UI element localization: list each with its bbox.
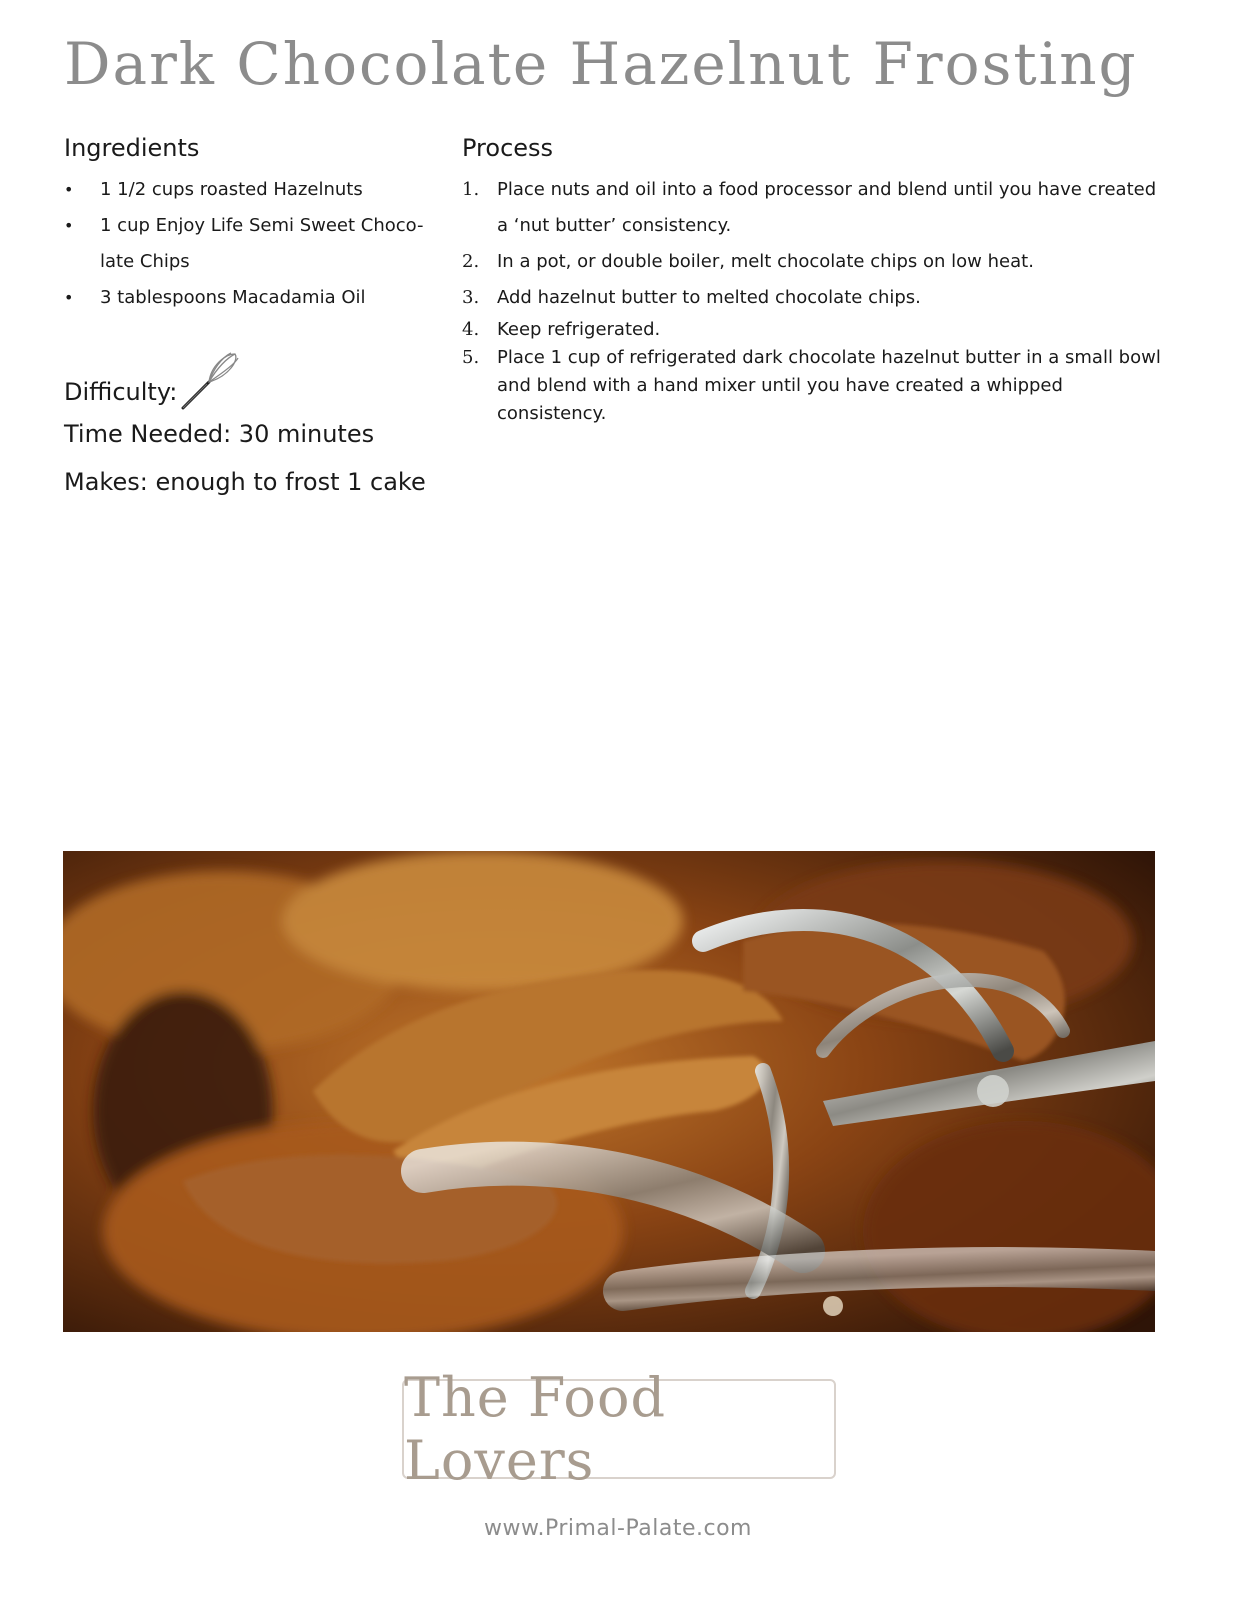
step-number: 2. — [462, 251, 480, 272]
list-item — [462, 172, 1162, 244]
time-needed: Time Needed: 30 minutes — [64, 420, 375, 448]
step-text: In a pot, or double boiler, melt chocolate chips on low heat. — [497, 251, 1034, 272]
list-item: • 1 cup Enjoy Life Semi Sweet Choco-late Chips — [64, 208, 444, 280]
step-text: Place 1 cup of refrigerated dark chocolate hazelnut butter in a small bowl and blend with a hand mixer until you have created a whipped consistency. — [497, 347, 1161, 424]
whisk-icon — [179, 350, 241, 412]
frosting-mixer-photo — [63, 851, 1155, 1332]
step-text: Keep refrigerated. — [497, 319, 661, 340]
food-lovers-logo — [402, 1366, 836, 1492]
step-number: 4. — [462, 319, 480, 340]
list-item — [462, 244, 1162, 280]
step-number: 1. — [462, 179, 480, 200]
process-column — [462, 134, 1162, 428]
ingredients-heading: Ingredients — [64, 134, 200, 162]
list-item — [462, 316, 1162, 344]
ingredients-column — [64, 134, 444, 496]
difficulty-label: Difficulty: — [64, 378, 178, 406]
list-item: • 3 tablespoons Macadamia Oil — [64, 280, 444, 316]
makes-yield: Makes: enough to frost 1 cake — [64, 468, 426, 496]
page-title: Dark Chocolate Hazelnut Frosting — [64, 30, 1138, 98]
step-number: 5. — [462, 347, 480, 368]
step-text: Place nuts and oil into a food processor and blend until you have created a ‘nut butter’ consistency. — [497, 179, 1157, 236]
difficulty-row — [64, 350, 241, 406]
list-item — [462, 280, 1162, 316]
list-item: • 1 1/2 cups roasted Hazelnuts — [64, 172, 444, 208]
footer-url: www.Primal-Palate.com — [484, 1516, 752, 1541]
list-item — [462, 344, 1162, 428]
process-heading: Process — [462, 134, 554, 162]
process-steps — [462, 172, 1162, 428]
logo-text: The Food Lovers — [404, 1366, 667, 1492]
step-text: Add hazelnut butter to melted chocolate chips. — [497, 287, 921, 308]
step-number: 3. — [462, 287, 480, 308]
ingredients-list — [64, 172, 444, 316]
